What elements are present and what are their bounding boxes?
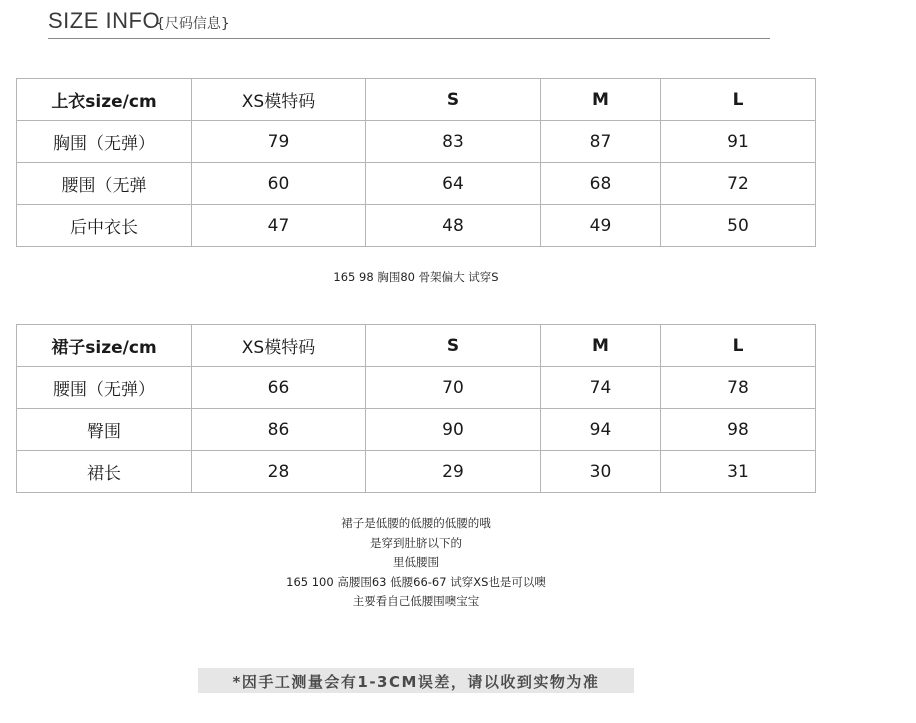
table-cell: 60 <box>192 163 366 205</box>
note-line: 是穿到肚脐以下的 <box>370 535 462 550</box>
table-cell: 68 <box>541 163 661 205</box>
table-cell: 50 <box>661 205 816 247</box>
row-label: 胸围（无弹） <box>17 121 192 163</box>
row-label: 后中衣长 <box>17 205 192 247</box>
table-cell: 83 <box>366 121 541 163</box>
table-cell: 86 <box>192 409 366 451</box>
table-cell: 87 <box>541 121 661 163</box>
row-label: 腰围（无弹 <box>17 163 192 205</box>
table-cell: 72 <box>661 163 816 205</box>
table-cell: 47 <box>192 205 366 247</box>
skirt-size-table <box>16 324 816 493</box>
table-cell: 70 <box>366 367 541 409</box>
table-cell: 28 <box>192 451 366 493</box>
top-fit-note: 165 98 胸围80 骨架偏大 试穿S <box>333 270 499 284</box>
column-header-xs: XS模特码 <box>192 325 366 367</box>
table-cell: 30 <box>541 451 661 493</box>
column-header-s: S <box>366 325 541 367</box>
note-line: 里低腰围 <box>393 555 439 569</box>
page-title: SIZE INFO <box>48 8 161 33</box>
size-info-header <box>48 6 770 39</box>
page-subtitle: {尺码信息} <box>156 16 230 32</box>
table-cell: 31 <box>661 451 816 493</box>
table-cell: 78 <box>661 367 816 409</box>
table-cell: 66 <box>192 367 366 409</box>
column-header-xs: XS模特码 <box>192 79 366 121</box>
top-size-table <box>16 78 816 247</box>
table-row <box>17 451 816 493</box>
table-header-row <box>17 325 816 367</box>
table-header-row <box>17 79 816 121</box>
table-cell: 94 <box>541 409 661 451</box>
table-row <box>17 205 816 247</box>
table-cell: 98 <box>661 409 816 451</box>
note-line: 165 100 高腰围63 低腰66-67 试穿XS也是可以噢 <box>286 574 546 589</box>
table-cell: 74 <box>541 367 661 409</box>
table-row <box>17 121 816 163</box>
table-row <box>17 409 816 451</box>
row-label: 臀围 <box>17 409 192 451</box>
column-header-category: 上衣size/cm <box>17 79 192 121</box>
column-header-m: M <box>541 79 661 121</box>
table-cell: 49 <box>541 205 661 247</box>
row-label: 裙长 <box>17 451 192 493</box>
table-cell: 79 <box>192 121 366 163</box>
table-cell: 48 <box>366 205 541 247</box>
column-header-l: L <box>661 325 816 367</box>
column-header-m: M <box>541 325 661 367</box>
column-header-category: 裙子size/cm <box>17 325 192 367</box>
measurement-disclaimer <box>198 668 634 693</box>
table-cell: 91 <box>661 121 816 163</box>
note-line: 主要看自己低腰围噢宝宝 <box>352 594 480 608</box>
table-row <box>17 367 816 409</box>
table-row <box>17 163 816 205</box>
table-cell: 64 <box>366 163 541 205</box>
column-header-s: S <box>366 79 541 121</box>
note-line: 裙子是低腰的低腰的低腰的哦 <box>341 516 491 530</box>
skirt-fit-note <box>16 514 816 612</box>
table-cell: 29 <box>366 451 541 493</box>
disclaimer-text: *因手工测量会有1-3CM误差，请以收到实物为准 <box>232 673 600 691</box>
column-header-l: L <box>661 79 816 121</box>
row-label: 腰围（无弹） <box>17 367 192 409</box>
table-cell: 90 <box>366 409 541 451</box>
